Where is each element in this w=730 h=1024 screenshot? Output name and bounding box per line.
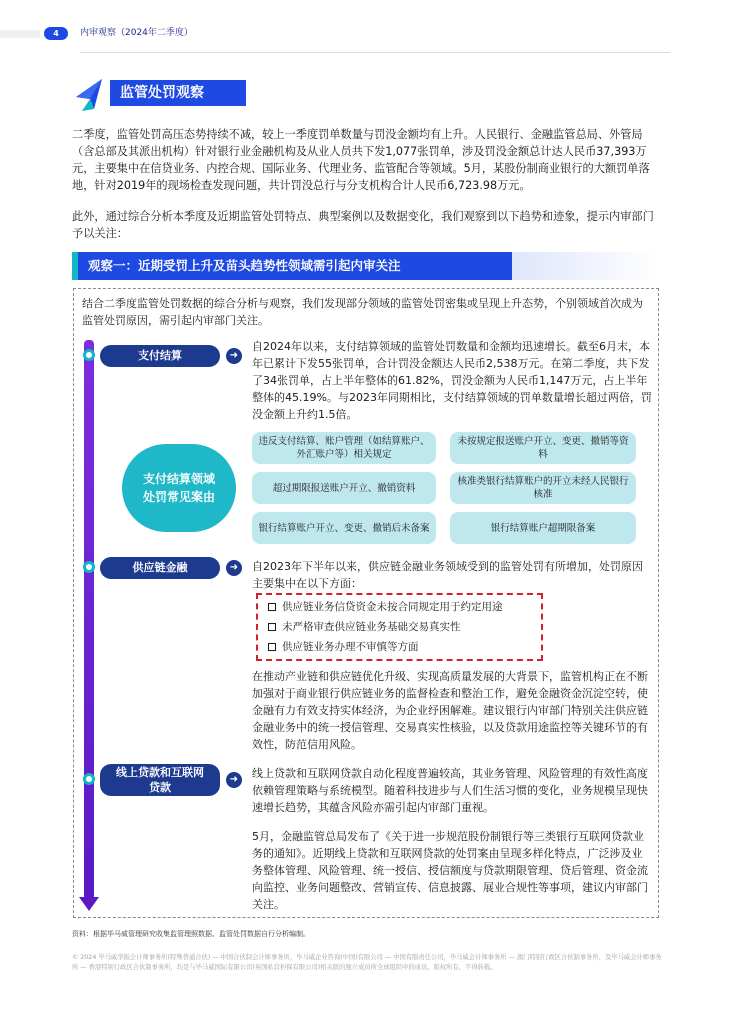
source-note: 资料：根据毕马威管理研究收集监管理照数据、监管处罚数据自行分析编制。: [72, 930, 310, 938]
case-item: 违反支付结算、账户管理（如结算账户、外汇账户等）相关规定: [252, 432, 436, 464]
observation-intro: 结合二季度监管处罚数据的综合分析与观察，我们发现部分领域的监管处罚密集或呈现上升态势，个别领域首次成为监管处罚原因，需引起内审部门关注。: [82, 297, 643, 327]
arrow-right-icon: ➜: [226, 560, 242, 576]
checkbox-icon: [268, 643, 276, 651]
case-item: 银行结算账户开立、变更、撤销后未备案: [252, 512, 436, 544]
check-item: 供应链业务信贷资金未按合同规定用于约定用途: [268, 597, 503, 617]
supply-text: 自2023年下半年以来，供应链金融业务领域受到的监管处罚有所增加，处罚原因主要集中在以下方面：: [252, 560, 643, 590]
observation-title: 观察一：近期受罚上升及苗头趋势性领域需引起内审关注: [72, 252, 512, 280]
tag-online-loans: 线上贷款和互联网贷款: [100, 764, 220, 796]
kpmg-logo-icon: [72, 75, 112, 115]
case-item: 核准类银行结算账户的开立未经人民银行核准: [450, 472, 636, 504]
online-text-2: 5月，金融监管总局发布了《关于进一步规范股份制银行等三类银行互联网贷款业务的通知》。近期线上贷款和互联网贷款的处罚案由呈现多样化特点，广泛涉及业务整体管理、风险管理、统一授信、授信额度与贷款期限管理、贷后管理、资金流向监控、业务问题整改、营销宣传、信息披露、展业合规性等事项，建议内审部门关注。: [252, 830, 648, 911]
page-number: 4: [44, 27, 68, 40]
header-title: 内审观察（2024年二季度）: [80, 28, 193, 38]
supply-text-2: 在推动产业链和供应链优化升级、实现高质量发展的大背景下，监管机构正在不断加强对于商业银行供应链业务的监督检查和整治工作，避免金融资金沉淀空转，使金融有力有效支持实体经济，为企业纾困解难。建议银行内审部门特别关注供应链金融业务中的统一授信管理、交易真实性核验，以及贷款用途监控等关键环节的有效性，防范信用风险。: [252, 670, 648, 751]
case-item: 未按规定报送账户开立、变更、撤销等资料: [450, 432, 636, 464]
payment-text: 自2024年以来，支付结算领域的监管处罚数量和金额均迅速增长。截至6月末，本年已累计下发55张罚单，合计罚没金额达人民币2,538万元。在第二季度，共下发了34张罚单，占上半年整体的61.82%，罚没金额为人民币1,147万元，占上半年整体的45.19%。与2023年同期相比，支付结算领域的罚单数量增长超过两倍，罚没金额上升约1.5倍。: [252, 340, 652, 421]
payment-cases-title: 支付结算领域处罚常见案由: [122, 444, 236, 532]
timeline-dot: [83, 773, 95, 785]
footer-copyright: © 2024 毕马威华振会计师事务所(特殊普通合伙) — 中国合伙制会计师事务所，毕马威企业咨询(中国)有限公司 — 中国有限责任公司，毕马威会计师事务所 — 澳门特别行政区合伙制事务所，及毕马威会计师事务所 — 香港特别行政区合伙制事务所，均是与毕马威国际有限公司(英国私营担保有限公司)相关联的独立成员所全球组织中的成员。版权所有，不得转载。: [72, 954, 662, 971]
paragraph-summary: 二季度，监管处罚高压态势持续不减，较上一季度罚单数量与罚没金额均有上升。人民银行、金融监管总局、外管局（含总部及其派出机构）针对银行业金融机构及从业人员共下发1,077张罚单，涉及罚没金额总计达人民币37,393万元，主要集中在信贷业务、内控合规、国际业务、代理业务、监管配合等领域。5月，某股份制商业银行的大额罚单落地，针对2019年的现场检查发现问题，共计罚没总行与分支机构合计人民币6,723.98万元。: [72, 128, 650, 192]
section-title: 监管处罚观察: [110, 80, 246, 106]
case-item: 银行结算账户超期限备案: [450, 512, 636, 544]
check-item: 供应链业务办理不审慎等方面: [268, 637, 419, 657]
tag-payment: 支付结算: [100, 345, 220, 367]
arrow-right-icon: ➜: [226, 772, 242, 788]
case-item: 超过期限报送账户开立、撤销资料: [252, 472, 436, 504]
checkbox-icon: [268, 623, 276, 631]
timeline-arrow-down-icon: [79, 897, 99, 911]
paragraph-intro: 此外，通过综合分析本季度及近期监管处罚特点、典型案例以及数据变化，我们观察到以下趋势和迹象，提示内审部门予以关注：: [72, 210, 654, 240]
online-text: 线上贷款和互联网贷款自动化程度普遍较高，其业务管理、风险管理的有效性高度依赖管理策略与系统模型。随着科技进步与人们生活习惯的变化，业务规模呈现快速增长趋势，其蕴含风险亦需引起内审部门重视。: [252, 767, 648, 814]
timeline-dot: [83, 349, 95, 361]
check-item: 未严格审查供应链业务基础交易真实性: [268, 617, 461, 637]
header-accent-bar: [0, 30, 40, 38]
observation-title-fade: [512, 252, 660, 280]
arrow-right-icon: ➜: [226, 348, 242, 364]
timeline-dot: [83, 561, 95, 573]
checkbox-icon: [268, 603, 276, 611]
tag-supply-chain: 供应链金融: [100, 557, 220, 579]
header-divider: [80, 52, 670, 53]
timeline-line: [84, 340, 94, 900]
